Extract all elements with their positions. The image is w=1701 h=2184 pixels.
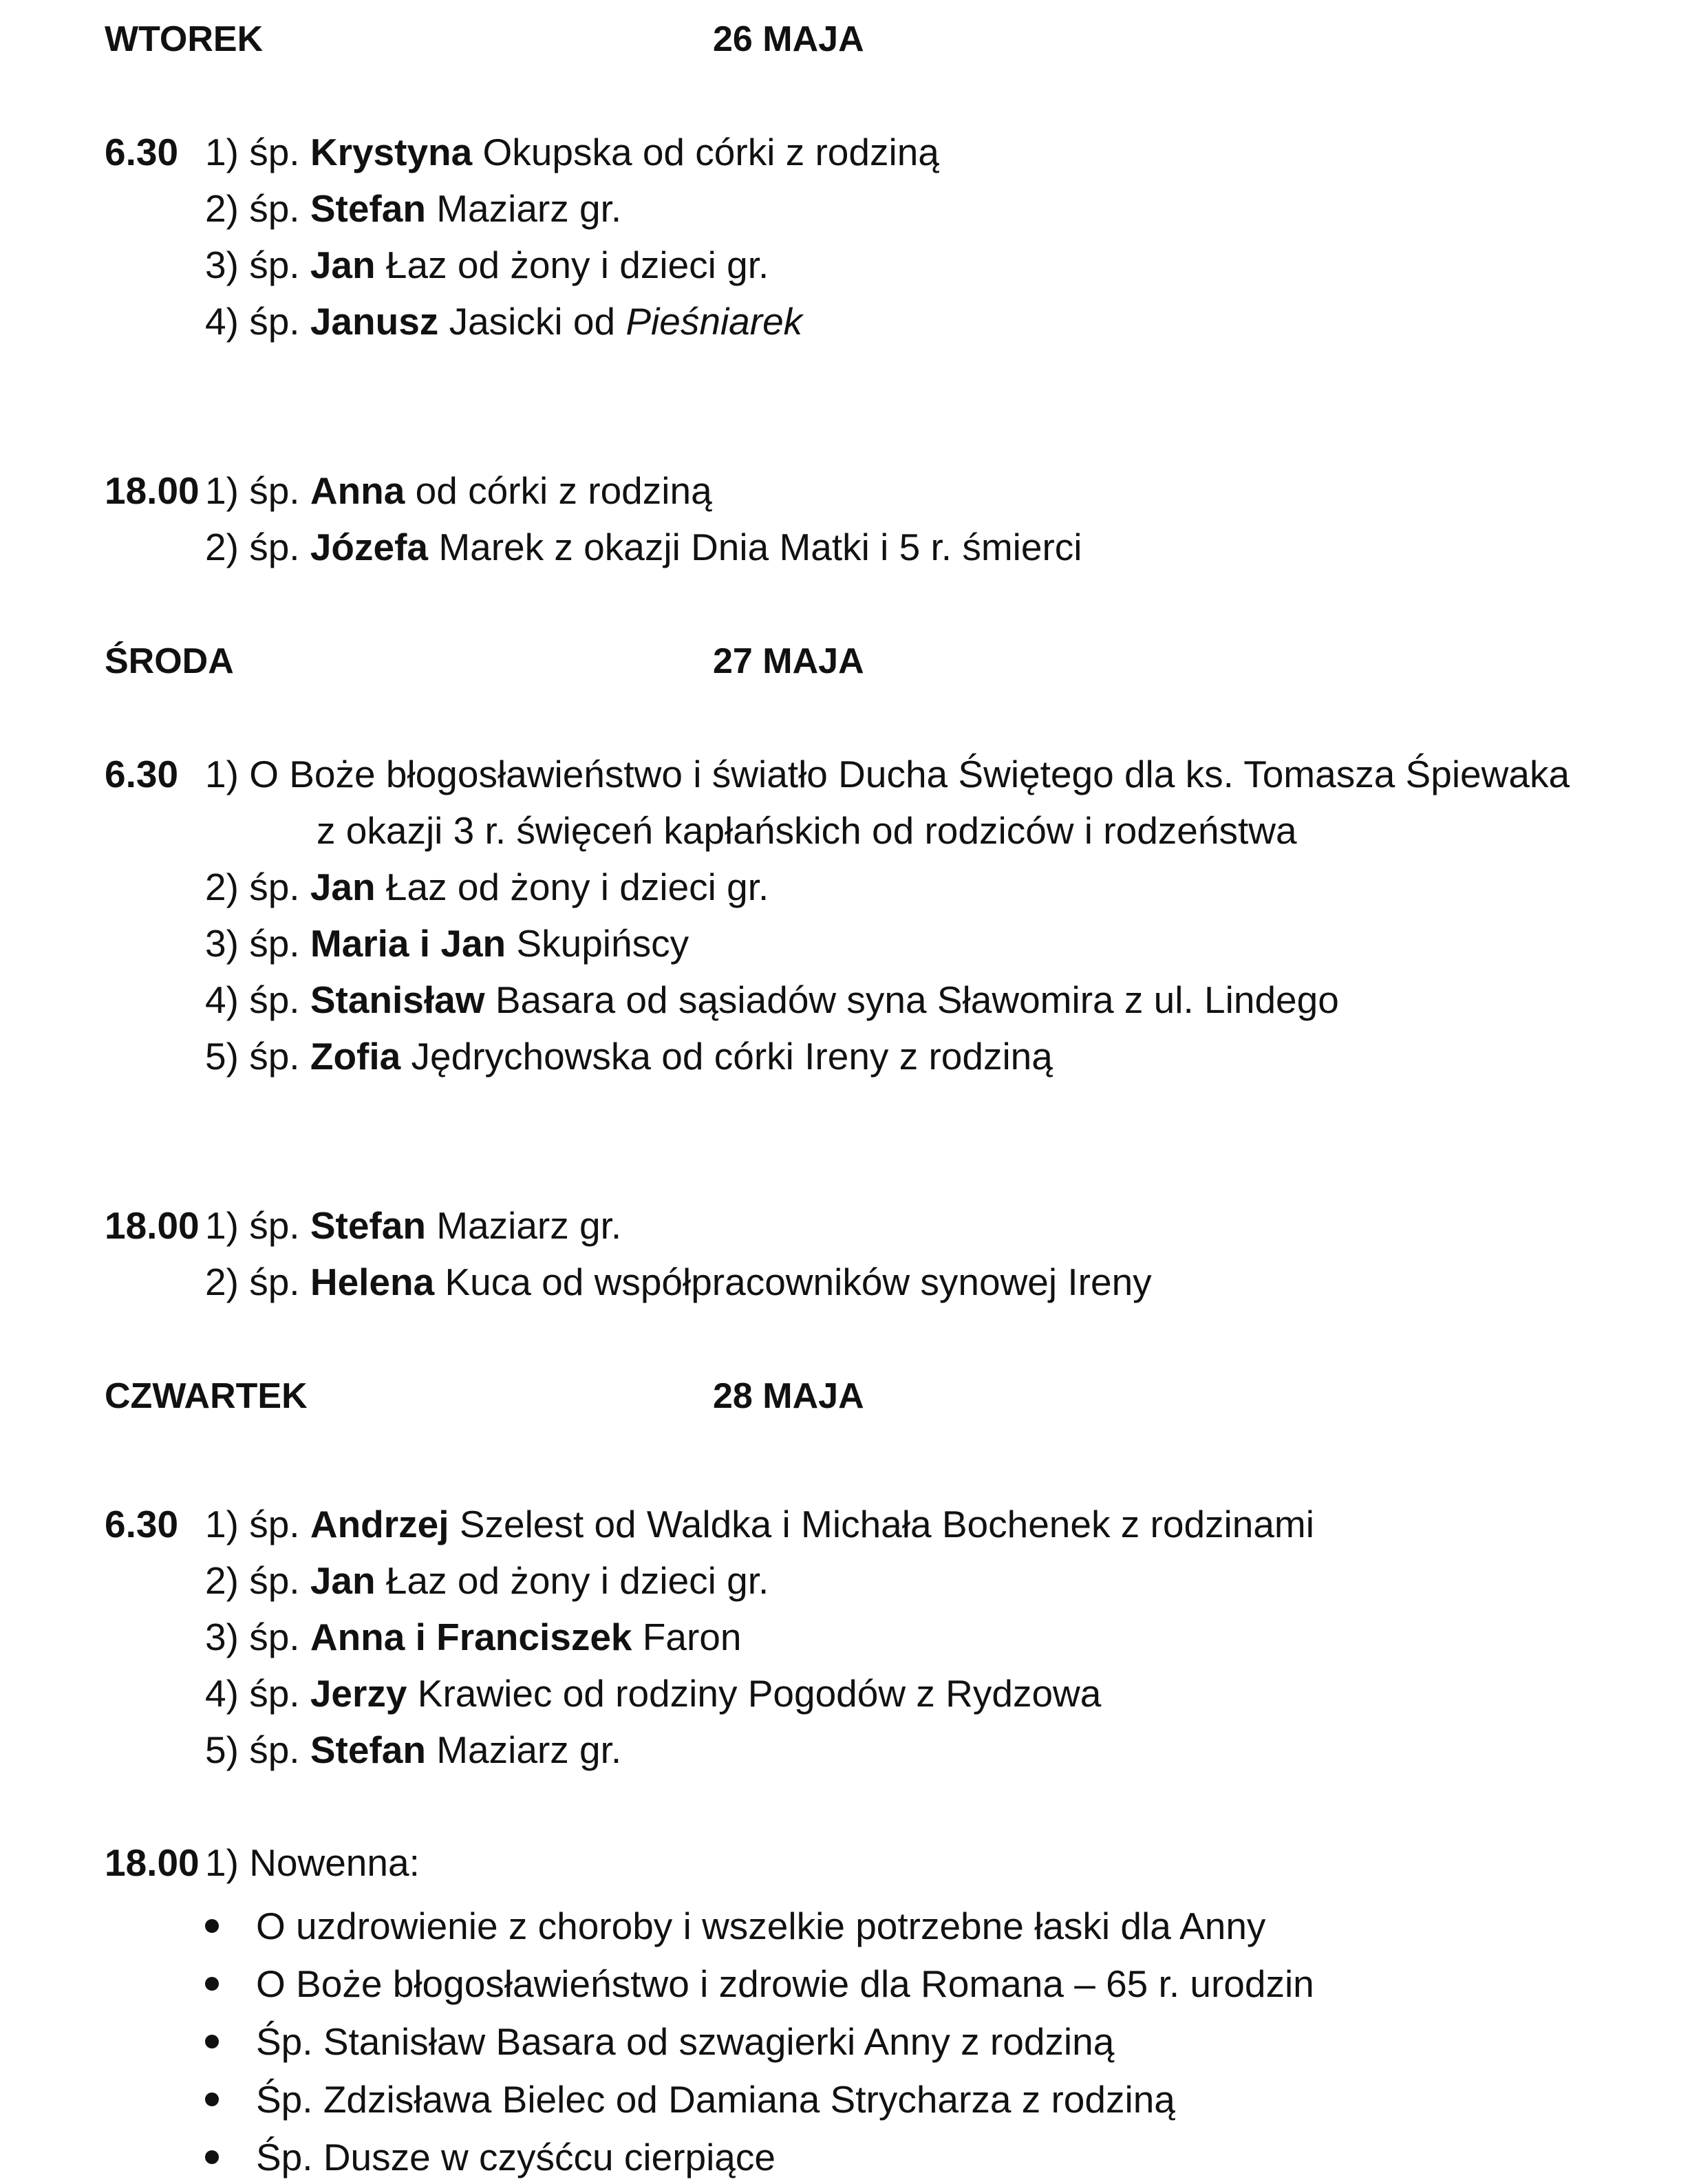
bullet-icon [205, 2092, 219, 2106]
bullet-item: O Boże błogosławieństwo i zdrowie dla Romana – 65 r. urodzin [256, 1962, 1314, 2005]
intention: 2) śp. Helena Kuca od współpracowników synowej Ireny [205, 1261, 1152, 1303]
intention: 4) śp. Janusz Jasicki od Pieśniarek [205, 300, 803, 343]
intention: 3) śp. Anna i Franciszek Faron [205, 1616, 742, 1658]
day-date: 26 MAJA [713, 19, 864, 59]
intention: 5) śp. Zofia Jędrychowska od córki Ireny z rodziną [205, 1035, 1053, 1078]
intention: 1) śp. Andrzej Szelest od Waldka i Michała Bochenek z rodzinami [205, 1503, 1314, 1545]
intention: 3) śp. Jan Łaz od żony i dzieci gr. [205, 244, 769, 286]
bullet-icon [205, 2035, 219, 2048]
bullet-item: Śp. Stanisław Basara od szwagierki Anny z rodziną [256, 2020, 1115, 2063]
day-name: ŚRODA [105, 641, 234, 681]
mass-time: 6.30 [105, 131, 179, 173]
mass-time: 6.30 [105, 1503, 179, 1545]
intention: 3) śp. Maria i Jan Skupińscy [205, 922, 689, 965]
day-date: 27 MAJA [713, 641, 864, 681]
day-name: CZWARTEK [105, 1376, 308, 1416]
intention: 5) śp. Stefan Maziarz gr. [205, 1728, 622, 1771]
intention: 2) śp. Jan Łaz od żony i dzieci gr. [205, 866, 769, 908]
intention: 1) śp. Stefan Maziarz gr. [205, 1204, 622, 1247]
intention: 2) śp. Jan Łaz od żony i dzieci gr. [205, 1559, 769, 1602]
bullet-item: O uzdrowienie z choroby i wszelkie potrzebne łaski dla Anny [256, 1905, 1266, 1947]
mass-time: 18.00 [105, 1841, 200, 1884]
day-date: 28 MAJA [713, 1376, 864, 1416]
mass-time: 6.30 [105, 753, 179, 795]
bullet-item: Śp. Zdzisława Bielec od Damiana Strycharza z rodziną [256, 2078, 1175, 2121]
intention: 1) śp. Krystyna Okupska od córki z rodziną [205, 131, 939, 173]
bullet-icon [205, 2150, 219, 2164]
bullet-icon [205, 1977, 219, 1991]
day-name: WTOREK [105, 19, 264, 59]
intention: 1) O Boże błogosławieństwo i światło Ducha Świętego dla ks. Tomasza Śpiewaka [205, 753, 1570, 795]
intention: 2) śp. Józefa Marek z okazji Dnia Matki i 5 r. śmierci [205, 526, 1082, 568]
intention: 4) śp. Stanisław Basara od sąsiadów syna Sławomira z ul. Lindego [205, 978, 1339, 1021]
bullet-icon [205, 1919, 219, 1933]
intention: 2) śp. Stefan Maziarz gr. [205, 187, 622, 230]
intention-continuation: z okazji 3 r. święceń kapłańskich od rodziców i rodzeństwa [317, 809, 1297, 852]
intention: 1) Nowenna: [205, 1841, 420, 1884]
bullet-item: Śp. Dusze w czyśćcu cierpiące [256, 2136, 775, 2178]
intention: 4) śp. Jerzy Krawiec od rodziny Pogodów z Rydzowa [205, 1672, 1102, 1715]
intention: 1) śp. Anna od córki z rodziną [205, 469, 712, 512]
mass-time: 18.00 [105, 1204, 200, 1247]
mass-time: 18.00 [105, 469, 200, 512]
